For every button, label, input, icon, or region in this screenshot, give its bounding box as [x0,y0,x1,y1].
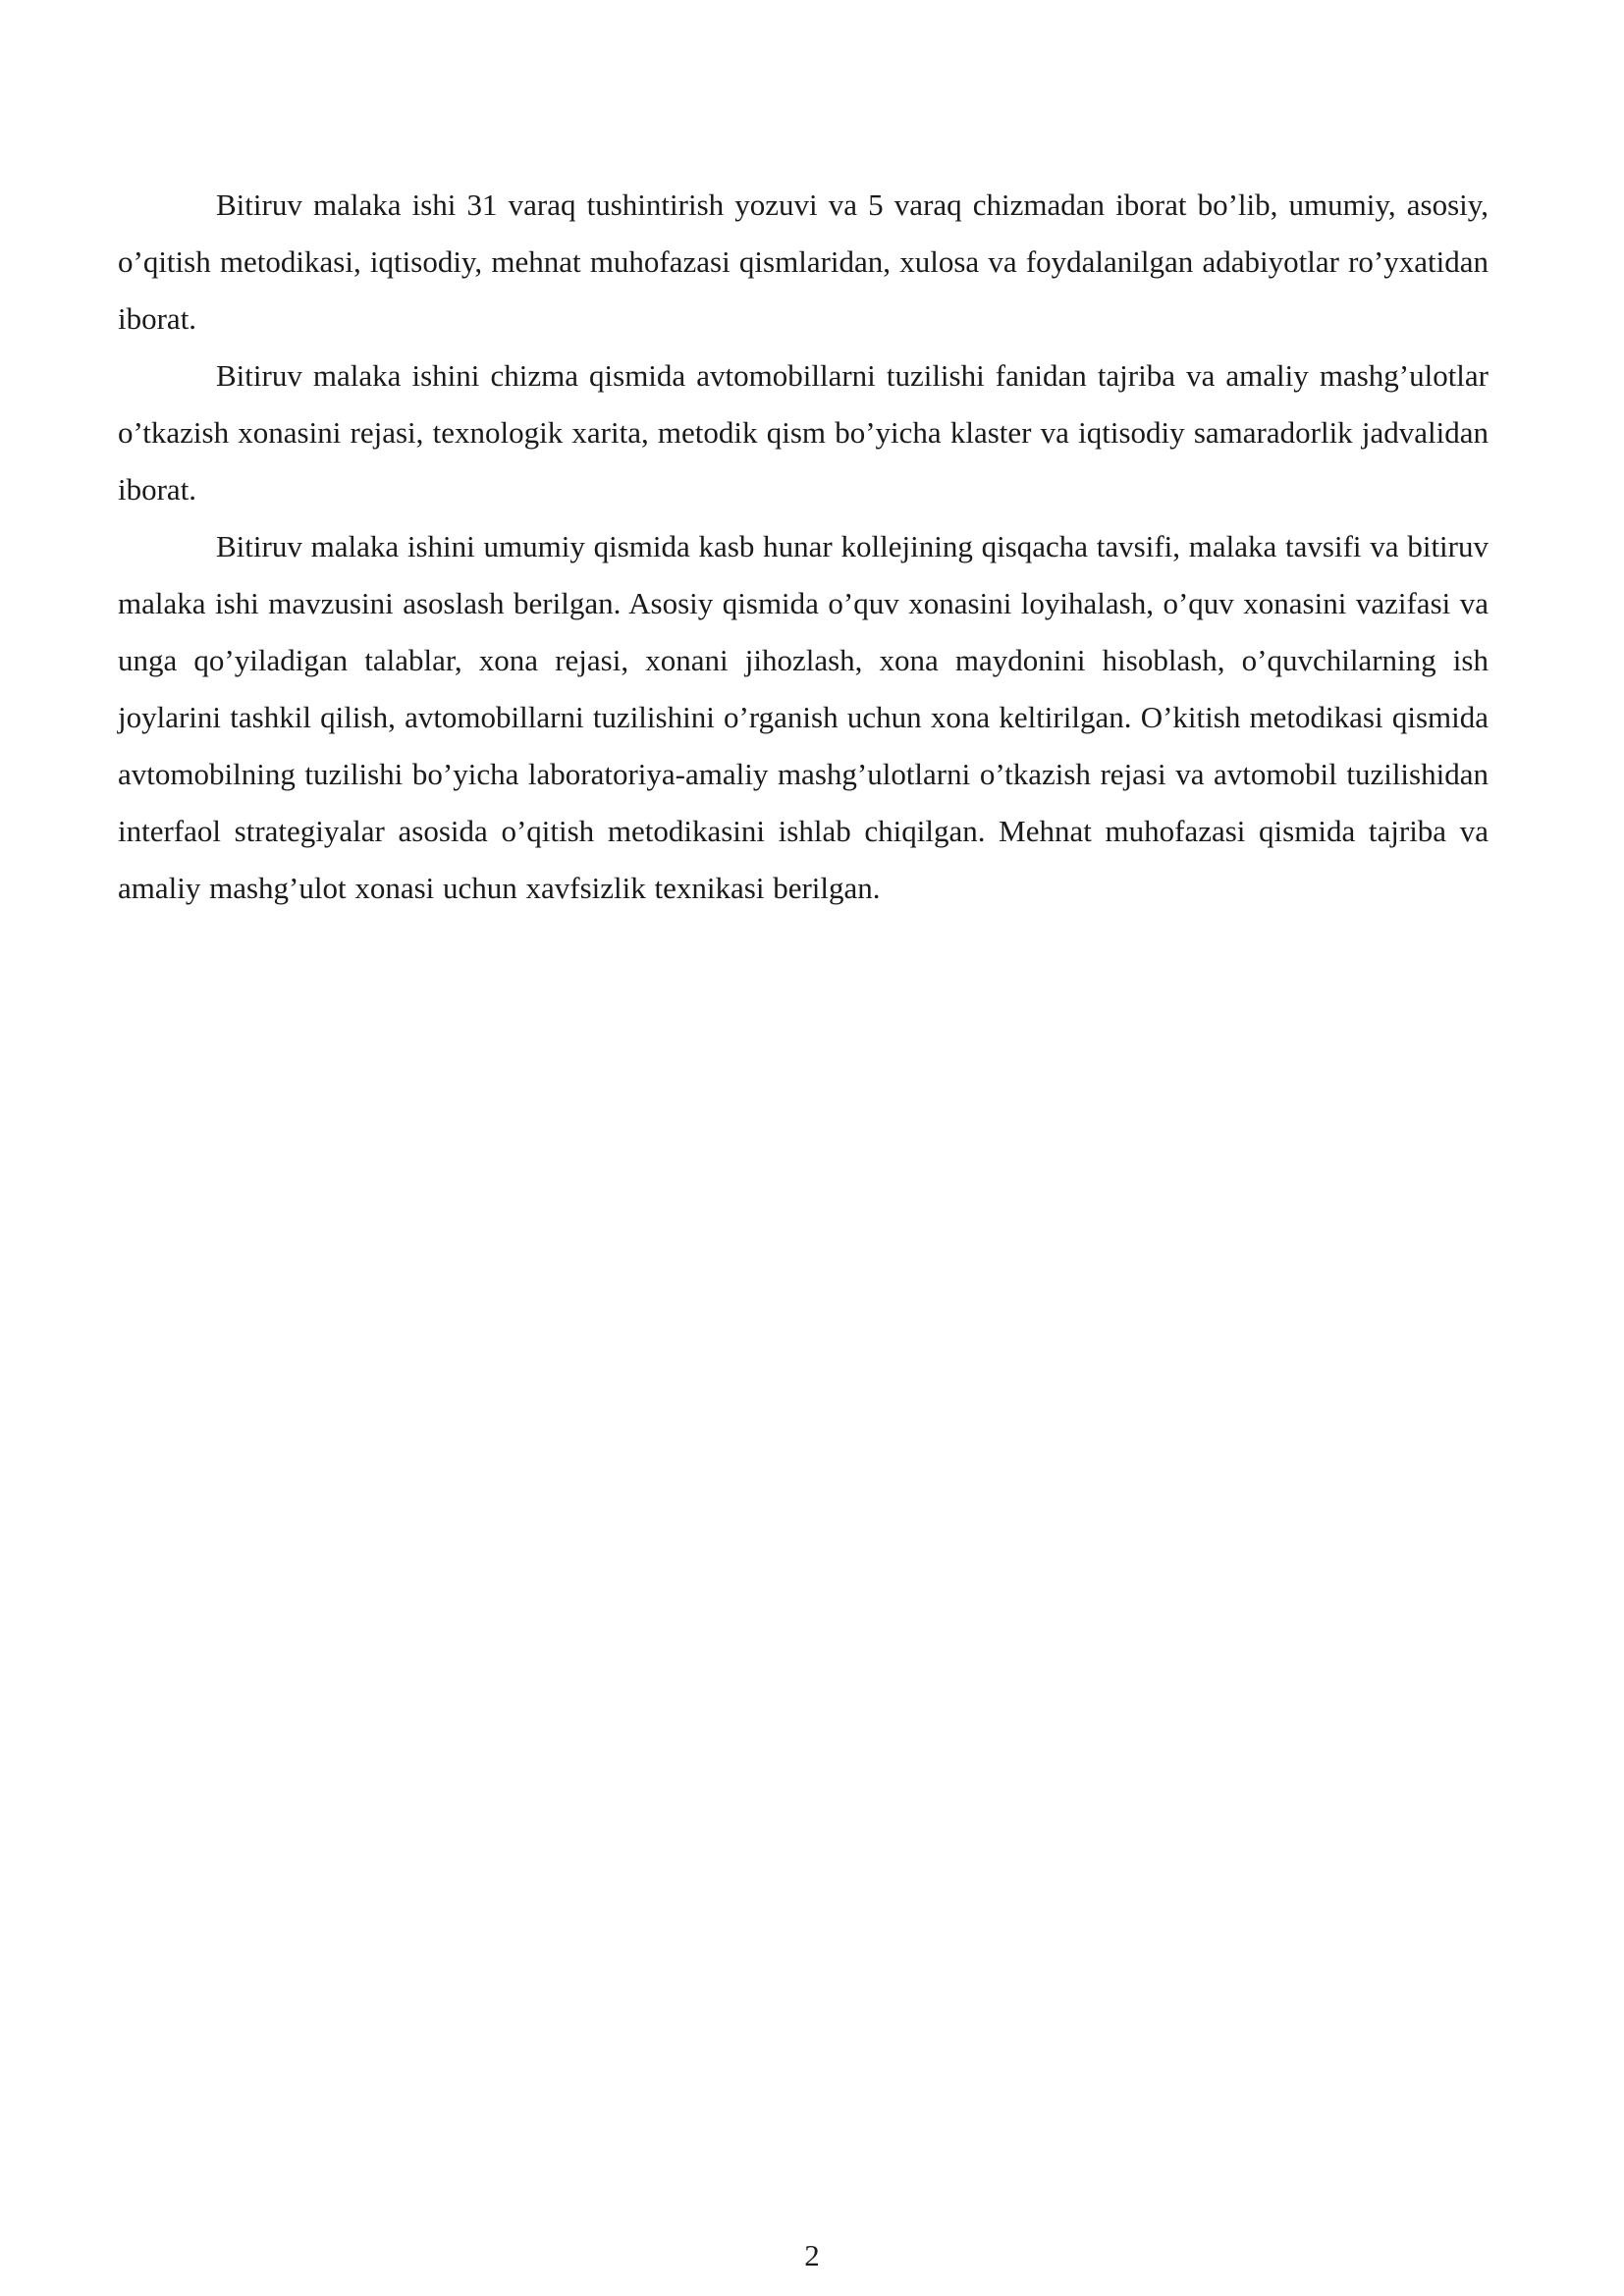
paragraph-contents: Bitiruv malaka ishini umumiy qismida kasb hunar kollejining qisqacha tavsifi, malaka tavsifi va bitiruv malaka ishi mavzusini asoslash berilgan. Asosiy qismida o’quv xonasini loyihalash, o’quv xonasini vazifasi va unga qo’yiladigan talablar, xona rejasi, xonani jihozlash, xona maydonini hisoblash, o’quvchilarning ish joylarini tashkil qilish, avtomobillarni tuzilishini o’rganish uchun xona keltirilgan. O’kitish metodikasi qismida avtomobilning tuzilishi bo’yicha laboratoriya-amaliy mashg’ulotlarni o’tkazish rejasi va avtomobil tuzilishidan interfaol strategiyalar asosida o’qitish metodikasini ishlab chiqilgan. Mehnat muhofazasi qismida tajriba va amaliy mashg’ulot xonasi uchun xavfsizlik texnikasi berilgan. [118,529,1489,905]
paragraph-drawings: Bitiruv malaka ishini chizma qismida avtomobillarni tuzilishi fanidan tajriba va amaliy mashg’ulotlar o’tkazish xonasini rejasi, texnologik xarita, metodik qism bo’yicha klaster va iqtisodiy samaradorlik jadvalidan iborat. [118,358,1489,507]
document-body [118,177,1489,917]
paragraph-summary: Bitiruv malaka ishi 31 varaq tushintirish yozuvi va 5 varaq chizmadan iborat bo’lib, umumiy, asosiy, o’qitish metodikasi, iqtisodiy, mehnat muhofazasi qismlaridan, xulosa va foydalanilgan adabiyotlar ro’yxatidan iborat. [118,187,1489,336]
page-number: 2 [804,2238,820,2272]
